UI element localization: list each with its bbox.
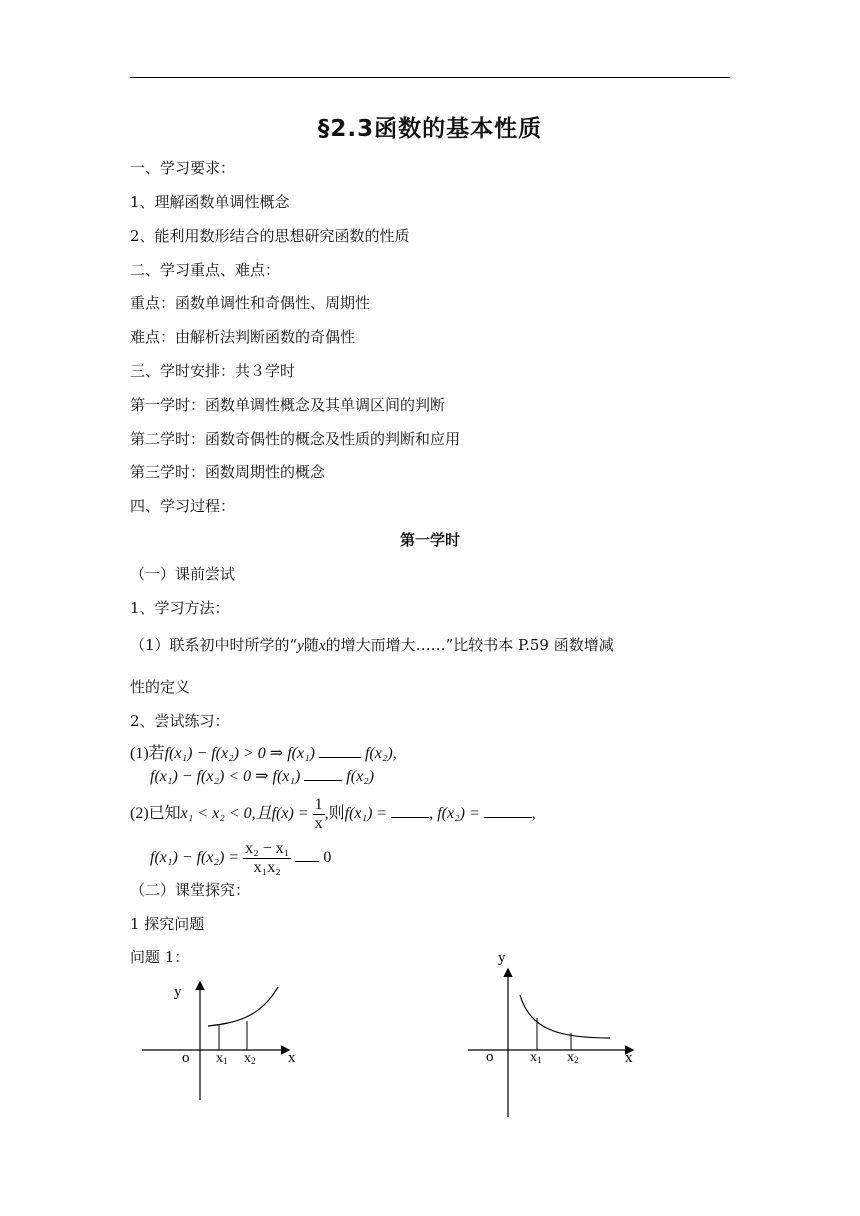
section-heading-schedule: 三、学时安排：共３学时 [130, 362, 296, 380]
requirement-2: 2、能利用数形结合的思想研究函数的性质 [130, 227, 410, 245]
problem-1-label: 问题 1： [130, 948, 190, 966]
curve-increasing [208, 987, 278, 1026]
answer-blank[interactable] [391, 805, 429, 818]
section-heading-requirements: 一、学习要求： [130, 159, 236, 177]
study-method-text-cont: 性的定义 [130, 678, 191, 696]
origin-label: o [182, 1050, 190, 1066]
schedule-lesson-1: 第一学时：函数单调性概念及其单调区间的判断 [130, 396, 446, 414]
x1-label: x1 [530, 1050, 542, 1065]
math-line-4: f(x₁) − f(x₂) = $\frac{\text{x₂ − x₁}}{\text{x₁x₂}}$ 0 [150, 840, 332, 876]
keypoint-difficulty: 难点：由解析法判断函数的奇偶性 [130, 328, 356, 346]
answer-blank[interactable] [319, 745, 361, 758]
var-x: x [318, 638, 326, 654]
math-line-1: (1)若f(x₁) − f(x₂) > 0 ⇒ f(x₁) f(x₂), [130, 745, 397, 762]
answer-blank[interactable] [295, 849, 319, 862]
header-rule [130, 77, 730, 78]
y-label: y [174, 984, 182, 1000]
y-label: y [498, 950, 506, 966]
x1-label: x1 [216, 1051, 228, 1066]
graph-decreasing [460, 940, 650, 1120]
keypoint-focus: 重点：函数单调性和奇偶性、周期性 [130, 294, 371, 312]
x2-label: x2 [244, 1051, 256, 1066]
x-label: x [625, 1050, 633, 1066]
subsection-pretrial: （一）课前尝试 [130, 565, 236, 583]
var-y: y [297, 638, 304, 654]
schedule-lesson-2: 第二学时：函数奇偶性的概念及性质的判断和应用 [130, 430, 461, 448]
study-method-text: （1）联系初中时所学的“y随x的增大而增大……”比较书本 P.59 函数增减 [130, 636, 614, 654]
lesson-heading: 第一学时 [399, 531, 460, 549]
x-label: x [288, 1050, 296, 1066]
schedule-lesson-3: 第三学时：函数周期性的概念 [130, 463, 326, 481]
section-heading-process: 四、学习过程： [130, 497, 236, 515]
fraction: $\frac{1}{x}$ [314, 796, 323, 832]
study-method-heading: 1、学习方法： [130, 599, 230, 617]
origin-label: o [486, 1049, 494, 1065]
math-line-2: f(x₁) − f(x₂) < 0 ⇒ f(x₁) f(x₂) [150, 768, 375, 785]
requirement-1: 1、理解函数单调性概念 [130, 193, 290, 211]
graph-increasing [130, 970, 310, 1110]
page-title: §2.3函数的基本性质 [317, 116, 543, 142]
x2-label: x2 [567, 1050, 579, 1065]
explore-problem-heading: 1 探究问题 [130, 915, 205, 933]
subsection-exploration: （二）课堂探究： [130, 881, 251, 899]
practice-heading: 2、尝试练习： [130, 712, 230, 730]
answer-blank[interactable] [304, 768, 342, 781]
section-heading-keypoints: 二、学习重点、难点： [130, 261, 281, 279]
math-line-3: (2)已知x₁ < x₂ < 0,且f(x) = $\frac{1}{x}$ ,则f(x₁) = , f(x₂) = , [130, 796, 536, 832]
curve-decreasing [520, 995, 610, 1038]
fraction: $\frac{\text{x₂ − x₁}}{\text{x₁x₂}}$ [245, 840, 290, 876]
answer-blank[interactable] [484, 805, 532, 818]
